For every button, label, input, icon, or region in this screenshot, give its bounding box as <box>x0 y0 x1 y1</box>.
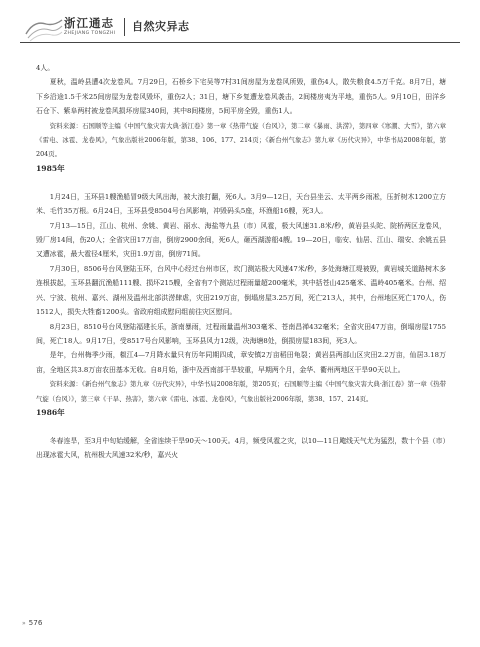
body-paragraph: 7月13—15日，江山、杭州、余姚、黄岩、丽水、海盐等九县（市）风雹，极大风速31.8米/秒，黄岩县头陀、院桥两区龙卷风，毁厂房14间，伤20人；全省灾田17万亩，倒房2900余间，死6人，砸西湖游船4艘。19—20日，临安、仙居、江山、瑞安、余姚五县又遭冰雹，最大雹径4厘米，灾田1.9万亩，倒房71间。 <box>36 221 446 259</box>
page-number: 576 <box>28 618 43 627</box>
header-divider <box>124 18 125 36</box>
brand-name-pinyin: ZHEJIANG TONGZHI <box>64 31 116 36</box>
page-header <box>20 14 460 46</box>
page-arrow-icon: » <box>22 620 26 627</box>
body-paragraph: 4人。 <box>36 64 55 72</box>
body-paragraph: 8月23日，8510号台风登陆福建长乐，浙南暴雨，过程雨量温州303毫米、苍南昌禅432毫米；全省灾田47万亩，倒塌房屋1755间，死亡18人。9月17日，受8517号台风影响，玉环县风力12级，决海塘8处，倒损房屋183间，死3人。 <box>36 322 446 345</box>
brand-name: 浙江通志 <box>64 16 114 30</box>
body-paragraph: 1月24日，玉环县1艘渔船冒9级大风出海，被大浪打翻，死6人。3月9—12日，天台县坐云、太平两乡雨凇，压折树木1200立方米、毛竹35万根。6月24日，玉环县受8504号台风影响，冲毁码头5座，坏渔船16艘，死3人。 <box>36 192 446 216</box>
body-paragraph: 冬春连旱，至3月中旬始缓解，全省连续干旱90天～100天。4月，频受风雹之灾，以10—11日飑线天气尤为猛烈，数十个县（市）出现冰雹大风，杭州极大风速32米/秒，嘉兴火 <box>36 436 446 460</box>
page-footer <box>22 618 42 627</box>
source-note: 资料来源：石国顺等主编《中国气象灾害大典·浙江卷》第一章《热带气旋（台风）》，第二章《暴雨、洪涝》，第四章《寒潮、大雪》，第六章《雷电、冰雹、龙卷风》，气象出版社2006年版，第38、106、177、214页；《新台州气象志》第九章《历代灾异》，中华书局2008年版，第204页。 <box>36 121 446 159</box>
header-rule <box>20 42 460 43</box>
year-heading: 1986年 <box>36 407 65 417</box>
year-heading: 1985年 <box>36 163 65 173</box>
body-paragraph: 夏秋，温岭县遭4次龙卷风。7月29日，石桥乡下宅吴等7村31间房屋为龙卷风所毁，重伤4人，散失粮食4.5万千克。8月7日，塘下乡沿途1.5千米25间房屋为龙卷风毁坏，重伤2人；31日，塘下乡复遭龙卷风袭击，2间楼房夷为平地，重伤5人。9月10日，田洋乡石仓下、紫阜两村被龙卷风损坏房屋340间，其中8间楼房，5间平房全毁，重伤1人。 <box>36 78 446 116</box>
source-note: 资料来源：《新台州气象志》第九章《历代灾异》，中华书局2008年版，第205页；石国顺等主编《中国气象灾害大典·浙江卷》第一章《热带气旋（台风）》，第三章《干旱、热害》，第六章《雷电、冰雹、龙卷风》，气象出版社2006年版，第38、157、214页。 <box>36 380 446 403</box>
body-text <box>36 61 446 463</box>
body-paragraph: 是年，台州梅季少雨，椒江4—7月降水量只有历年同期四成，章安镇2万亩稻田龟裂；黄岩县两部山区灾田2.2万亩，仙居3.18万亩，全地区共3.8万亩农田基本无收。自8月始，浙中及西南部干旱较重，早期两个月，金华、衢州两地区干旱90天以上。 <box>36 351 446 374</box>
body-paragraph: 7月30日，8506号台风登陆玉环，台风中心经过台州市区，坎门测站极大风速47米/秒，多处海塘江堤被毁，黄岩城关道路树木多连根拔起，玉环县翻沉渔船111艘、损坏215艘，全省有7个测站过程雨量超200毫米，其中括苍山425毫米、温岭405毫米。台州、绍兴、宁波、杭州、嘉兴、湖州及温州北部洪涝肆虐，灾田219万亩，倒塌房屋3.25万间，死亡213人，其中，台州地区死亡170人，伤1512人，损失大牲畜1200头。省政府组成慰问组前往灾区慰问。 <box>36 264 446 317</box>
section-title: 自然灾异志 <box>132 20 190 33</box>
